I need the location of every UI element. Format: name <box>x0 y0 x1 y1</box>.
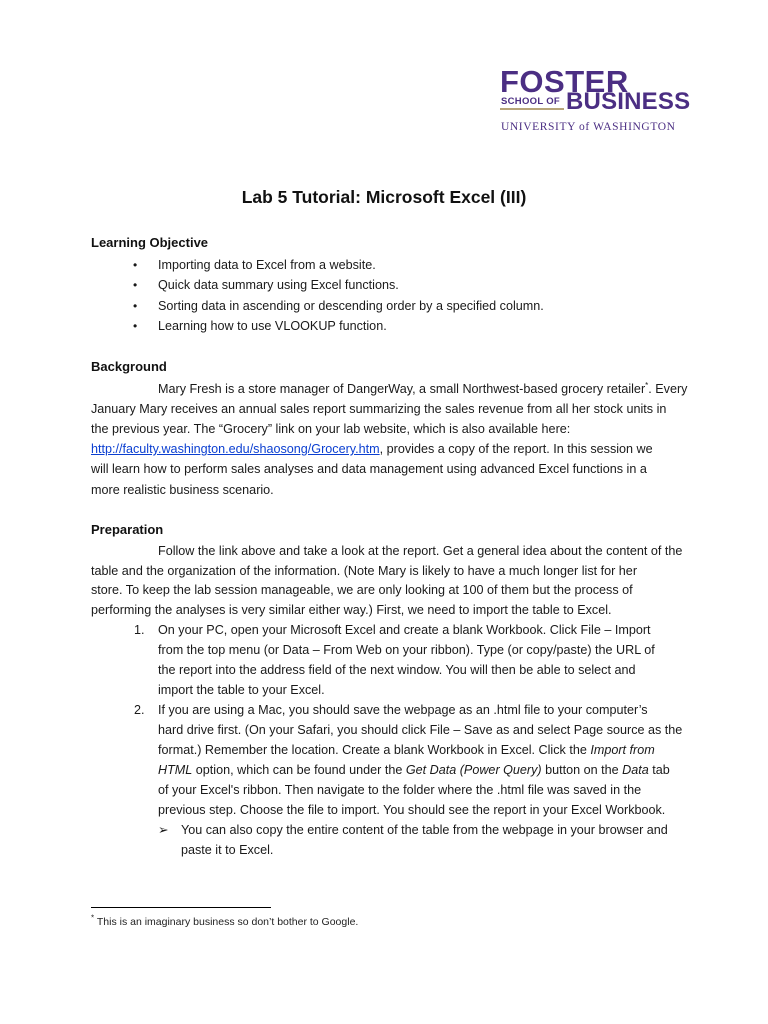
logo-business: BUSINESS <box>566 88 691 115</box>
background-line <box>158 379 687 399</box>
preparation-line: Follow the link above and take a look at the report. Get a general idea about the content of the <box>158 544 683 558</box>
step-line <box>158 740 655 760</box>
step-emphasis: Get Data (Power Query) <box>405 763 542 777</box>
objective-item: Quick data summary using Excel functions. <box>158 278 399 292</box>
background-line: will learn how to perform sales analyses and data management using advanced Excel functions in a <box>91 462 647 476</box>
background-line <box>91 439 653 459</box>
step-emphasis: Data <box>622 763 649 777</box>
step-line <box>158 760 670 780</box>
preparation-line: store. To keep the lab session manageable, we are only looking at 100 of them but the process of <box>91 583 633 597</box>
background-line: the previous year. The “Grocery” link on your lab website, which is also available here: <box>91 422 571 436</box>
objective-item: Sorting data in ascending or descending order by a specified column. <box>158 299 544 313</box>
bullet-icon: • <box>133 299 138 313</box>
page-title: Lab 5 Tutorial: Microsoft Excel (III) <box>241 187 527 207</box>
objective-item: Importing data to Excel from a website. <box>158 258 376 272</box>
background-line: more realistic business scenario. <box>91 483 274 497</box>
footnote <box>91 915 358 929</box>
bullet-icon: • <box>133 319 138 333</box>
step-line: If you are using a Mac, you should save the webpage as an .html file to your computer’s <box>158 703 648 717</box>
learning-objective-heading: Learning Objective <box>91 235 209 250</box>
preparation-line: performing the analyses is very similar either way.) First, we need to import the table to Excel. <box>91 603 612 617</box>
footnote-text: This is an imaginary business so don’t bother to Google. <box>94 916 359 928</box>
logo-university: UNIVERSITY of WASHINGTON <box>501 121 676 133</box>
footnote-mark: * <box>91 913 95 923</box>
foster-school-logo <box>500 64 691 140</box>
background-heading: Background <box>91 359 167 374</box>
objective-item: Learning how to use VLOOKUP function. <box>158 319 387 333</box>
footnote-separator <box>91 907 271 908</box>
footnote-marker[interactable]: * <box>645 380 649 390</box>
list-number: 2. <box>134 703 145 717</box>
logo-gold-bar <box>500 108 564 110</box>
preparation-heading: Preparation <box>91 522 164 537</box>
grocery-report-link[interactable]: http://faculty.washington.edu/shaosong/Grocery.htm <box>91 442 380 456</box>
step-line: the report into the address field of the next window. You will then be able to select and <box>158 663 636 677</box>
preparation-line: table and the organization of the information. (Note Mary is likely to have a much longer list for her <box>91 564 638 578</box>
sub-step-line: paste it to Excel. <box>181 843 274 857</box>
background-line: January Mary receives an annual sales report summarizing the sales revenue from all her stock units in <box>91 402 667 416</box>
step-line: hard drive first. (On your Safari, you should click File – Save as and select Page source as the <box>158 723 683 737</box>
step-line: import the table to your Excel. <box>158 683 325 697</box>
sub-step-line: You can also copy the entire content of the table from the webpage in your browser and <box>181 823 668 837</box>
bullet-icon: • <box>133 258 138 272</box>
list-number: 1. <box>134 623 145 637</box>
background-text: , provides a copy of the report. In this session we <box>379 442 653 456</box>
bullet-icon: • <box>133 278 138 292</box>
step-emphasis: HTML <box>158 763 193 777</box>
step-line: from the top menu (or Data – From Web on your ribbon). Type (or copy/paste) the URL of <box>158 643 655 657</box>
arrow-bullet-icon: ➢ <box>158 823 169 837</box>
step-text: option, which can be found under the <box>192 763 406 777</box>
logo-school-of: SCHOOL OF <box>501 96 560 107</box>
step-text: button on the <box>541 763 623 777</box>
background-text: . Every <box>648 382 688 396</box>
step-emphasis: Import from <box>590 743 655 757</box>
step-text: format.) Remember the location. Create a blank Workbook in Excel. Click the <box>158 743 591 757</box>
step-line: previous step. Choose the file to import. You should see the report in your Excel Workbook. <box>158 803 666 817</box>
background-text: Mary Fresh is a store manager of DangerWay, a small Northwest-based grocery retailer <box>158 382 646 396</box>
logo-foster: FOSTER <box>500 64 629 99</box>
step-line: On your PC, open your Microsoft Excel and create a blank Workbook. Click File – Import <box>158 623 651 637</box>
step-text: tab <box>648 763 670 777</box>
step-line: of your Excel's ribbon. Then navigate to the folder where the .html file was saved in the <box>158 783 642 797</box>
